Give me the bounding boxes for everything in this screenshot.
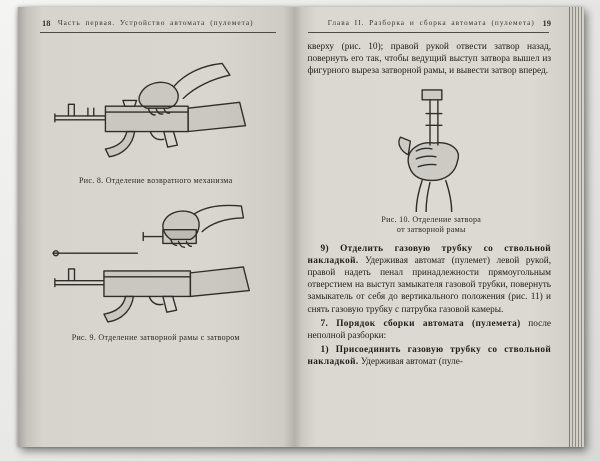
body-paragraph: кверху (рис. 10); правой рукой отвести затвор назад, повернуть его так, чтобы ведущий выступ затвора вышел из фигурного выреза затворной рамы, и вывести затвор вперед. <box>307 42 552 77</box>
right-header-text: Глава II. Разборка и сборка автомата (пулемета) <box>327 18 535 27</box>
para2-heading: 9) Отделить газовую трубку со ствольной накладкой. <box>307 243 552 266</box>
book-spread <box>18 7 584 447</box>
right-header-rule <box>308 32 550 33</box>
left-page <box>18 7 294 447</box>
fig10-caption-line1: Рис. 10. Отделение затвора <box>381 214 482 224</box>
left-page-number: 18 <box>42 18 51 28</box>
right-page <box>294 7 570 447</box>
fig10-caption <box>294 215 570 235</box>
fig10-illustration <box>356 84 506 212</box>
fig8-caption: Рис. 8. Отделение возвратного механизма <box>79 176 233 185</box>
body-paragraph <box>308 344 552 368</box>
para3-text: после неполной разборки: <box>307 318 552 342</box>
fig10-caption-line2: от затворной рамы <box>396 224 466 234</box>
fig9-caption: Рис. 9. Отделение затворной рамы с затвором <box>71 333 240 342</box>
left-running-header <box>18 18 294 30</box>
figure-10 <box>294 84 570 235</box>
fig9-illustration <box>47 202 265 330</box>
body-paragraph <box>308 318 552 342</box>
right-running-header <box>294 18 570 30</box>
body-paragraph <box>308 243 552 316</box>
para2-text: Удерживая автомат (пулемет) левой рукой, правой надеть пенал принадлежности прямоугольным отверстием на выступ замыкателя газовой трубки, повернуть замыкатель от себя до вертикального положения (рис. 11) и снять газовую трубку с патрубка газовой камеры. <box>307 255 552 315</box>
right-page-number: 19 <box>542 18 552 28</box>
para4-heading: 1) Присоединить газовую трубку со ствольной накладкой. <box>307 345 552 368</box>
fig8-illustration <box>49 55 263 173</box>
right-body-text-lower <box>308 243 552 369</box>
figure-8 <box>18 55 294 186</box>
para4-text: Удерживая автомат (пуле- <box>358 357 463 368</box>
figure-9 <box>18 202 294 343</box>
para3-heading: 7. Порядок сборки автомата (пулемета) <box>320 318 521 329</box>
left-header-rule <box>40 32 276 33</box>
page-edge-stack <box>569 7 584 447</box>
left-header-text: Часть первая. Устройство автомата (пулемета) <box>57 18 254 27</box>
right-body-text <box>308 41 552 78</box>
